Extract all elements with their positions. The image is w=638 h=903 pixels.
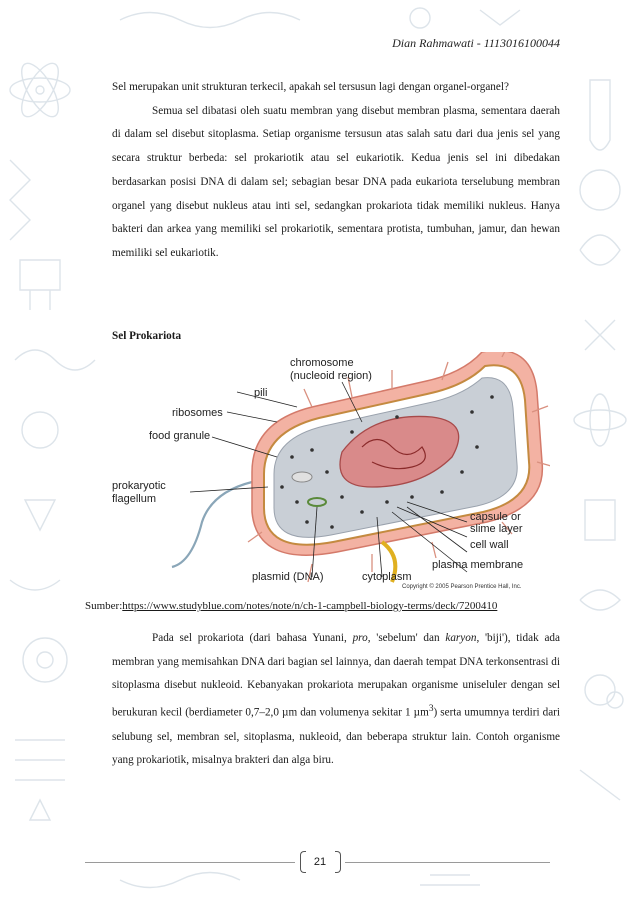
body-text-mid2: , 'biji'), tidak ada membran yang memisahkan DNA dari bagian sel lainnya, dan daerah tempat DNA terkonsentrasi di sitoplasma disebut nukleoid. Kebanyakan prokariota merupakan organisme uniseluler dengan sel berukuran kecil (berdiameter 0,7–2,0 µm dan volumenya sekitar 1 µm [112,632,560,719]
intro-section [112,76,560,266]
body-text-end: ) serta umumnya terdiri dari selubung sel, membran sel, sitoplasma, nukleoid, dan beberapa struktur lain. Contoh organisme yang prokariotik, misalnya brakteri dan alga biru. [112,706,560,767]
page-number: 21 [313,856,327,868]
label-copyright: Copyright © 2005 Pearson Prentice Hall, Inc. [402,584,522,590]
caption-prefix: Sumber: [85,600,123,612]
label-ribosomes: ribosomes [172,407,223,419]
prokaryote-diagram [112,352,550,592]
figure-caption [85,600,497,612]
label-plasmid: plasmid (DNA) [252,571,324,583]
body-text-mid1: , 'sebelum' dan [367,632,446,644]
intro-question: Sel merupakan unit strukturan terkecil, apakah sel tersusun lagi dengan organel-organel? [112,81,509,93]
section-title: Sel Prokariota [112,330,182,342]
label-flagellum: flagellum [112,493,157,505]
label-capsule: capsule or [470,511,521,523]
label-nucleoid: (nucleoid region) [290,370,372,382]
label-cytoplasm: cytoplasm [362,571,412,583]
flagellum-shape [172,482,252,567]
body-text-start: Pada sel prokariota (dari bahasa Yunani, [152,632,353,644]
label-plasma-membrane: plasma membrane [432,559,524,571]
label-pili: pili [254,387,268,399]
prokaryote-paragraph [112,627,560,773]
footer-line-right [345,862,550,863]
caption-source-link[interactable]: https://www.studyblue.com/notes/note/n/ch-1-campbell-biology-terms/deck/7200410 [122,600,498,612]
food-granule-shape [292,472,312,482]
term-pro: pro [352,632,368,644]
prokaryote-section [112,627,560,773]
label-prokaryotic: prokaryotic [112,480,166,492]
label-chromosome: chromosome [290,357,354,369]
term-karyon: karyon [445,632,477,644]
label-slime-layer: slime layer [470,523,523,535]
label-food-granule: food granule [149,430,211,442]
footer-line-left [85,862,295,863]
superscript-3: 3 [428,704,434,715]
prokaryote-illustration [112,352,550,592]
label-cell-wall: cell wall [470,539,509,551]
page-header-author: Dian Rahmawati - 1113016100044 [392,36,560,50]
intro-paragraph: Semua sel dibatasi oleh suatu membran yang disebut membran plasma, sementara daerah di dalam sel disebut sitoplasma. Setiap organisme tersusun atas salah satu dari dua jenis sel yang secara struktur berbeda: sel prokariotik atau sel eukariotik. Kedua jenis sel ini dibedakan berdasarkan posisi DNA di dalam sel; sebagian besar DNA pada eukariota terselubung membran organel yang disebut nukleus atau inti sel, sedangkan prokariota tidak memiliki nukleus. Hanya bakteri dan arkea yang memiliki sel prokariotik, sementara protista, tumbuhan, jamur, dan hewan memiliki sel eukariotik. [112,104,560,259]
